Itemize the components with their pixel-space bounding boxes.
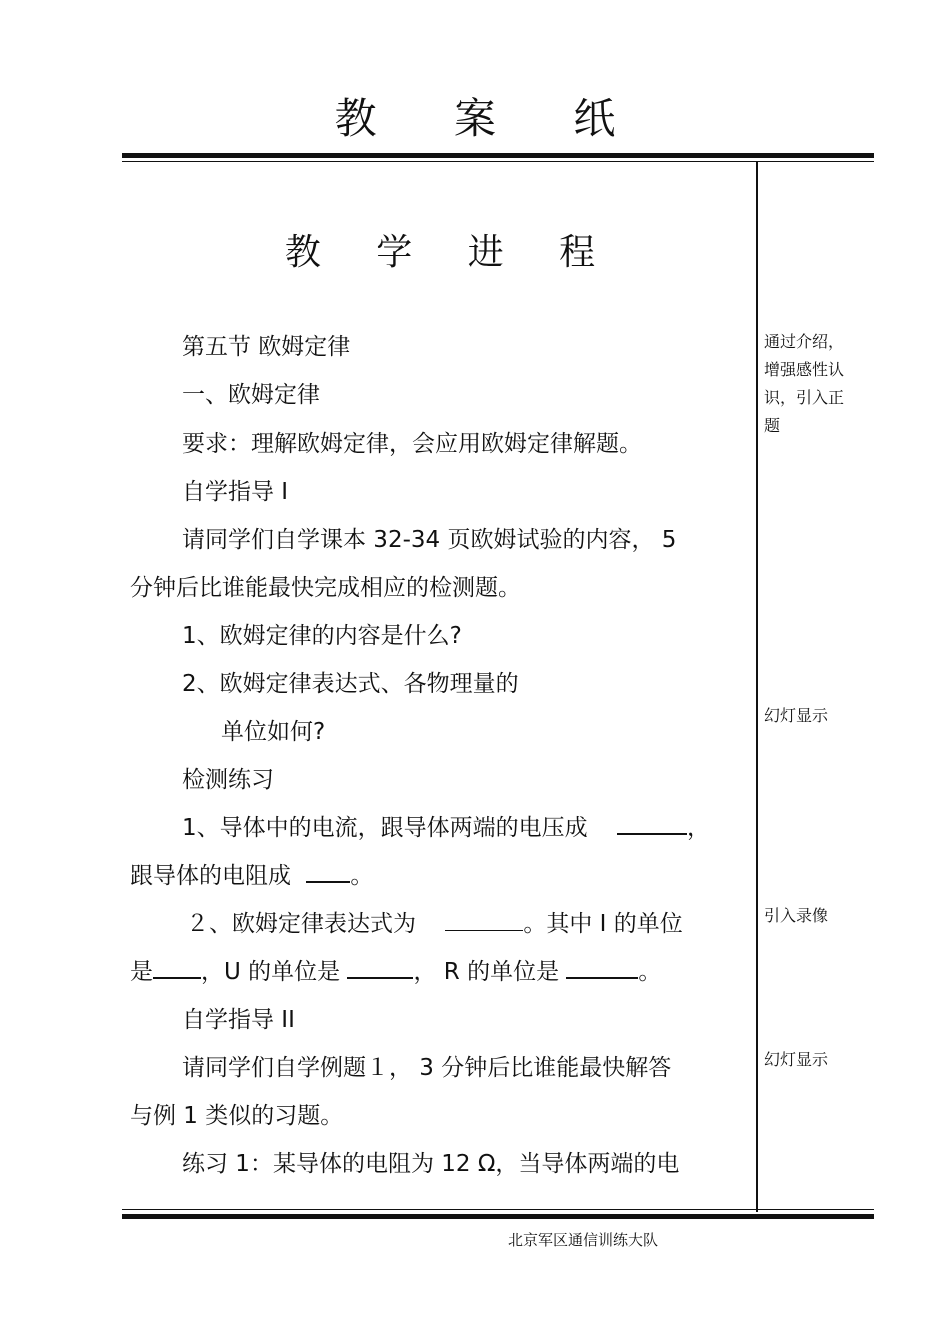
punctuation: ， [686,815,710,841]
header-rule-thin [122,161,874,162]
exercise-text: ，U 的单位是 [201,959,341,985]
paragraph-line: 请同学们自学例题１， 3 分钟后比谁能最快解答 [182,1055,672,1081]
guide-1-heading: 自学指导 I [182,479,289,505]
page-title: 教 案 纸 [334,94,648,143]
exercise-text: 。其中 I 的单位 [523,911,683,937]
question-1: 1、欧姆定律的内容是什么? [182,623,462,649]
fill-blank[interactable] [566,955,638,979]
exercise-text: 是 [130,959,153,985]
punctuation: 。 [638,959,662,985]
section-title: 教 学 进 程 [284,232,618,273]
exercise-2-line [186,905,683,938]
exercise-heading: 检测练习 [182,767,274,793]
paragraph-line: 请同学们自学课本 32-34 页欧姆试验的内容， 5 [182,527,677,553]
paragraph-line: 与例 1 类似的习题。 [130,1103,344,1129]
question-2-cont: 单位如何? [221,719,326,745]
fill-blank[interactable] [445,908,523,931]
topic-heading: 一、欧姆定律 [182,382,320,408]
practice-1-line: 练习 1：某导体的电阻为 12 Ω，当导体两端的电 [182,1151,680,1177]
fill-blank[interactable] [617,811,687,835]
exercise-text: ２、欧姆定律表达式为 [186,911,416,937]
margin-note: 幻灯显示 [764,1050,829,1069]
exercise-1-line-2 [130,857,373,890]
footer-rule-thick [122,1214,874,1219]
footer-text: 北京军区通信训练大队 [508,1231,659,1249]
column-divider [756,162,758,1212]
footer-rule-thin [122,1209,874,1210]
margin-note: 通过介绍，增强感性认识，引入正题 [764,332,845,435]
guide-2-heading: 自学指导 II [182,1007,295,1033]
fill-blank[interactable] [153,955,201,979]
lesson-heading: 第五节 欧姆定律 [182,334,351,360]
exercise-text: 1、导体中的电流，跟导体两端的电压成 [182,815,588,841]
margin-note: 幻灯显示 [764,706,829,725]
requirement-line: 要求：理解欧姆定律，会应用欧姆定律解题。 [182,431,642,457]
exercise-2-line-2 [130,953,661,986]
exercise-text: 跟导体的电阻成 [130,863,291,889]
exercise-text: ， R 的单位是 [413,959,560,985]
exercise-1-line [182,809,710,842]
fill-blank[interactable] [347,955,413,979]
paragraph-line: 分钟后比谁能最快完成相应的检测题。 [130,575,521,601]
fill-blank[interactable] [306,859,350,883]
question-2: 2、欧姆定律表达式、各物理量的 [182,671,519,697]
header-rule-thick [122,153,874,158]
margin-note: 引入录像 [764,906,829,925]
punctuation: 。 [350,863,374,889]
